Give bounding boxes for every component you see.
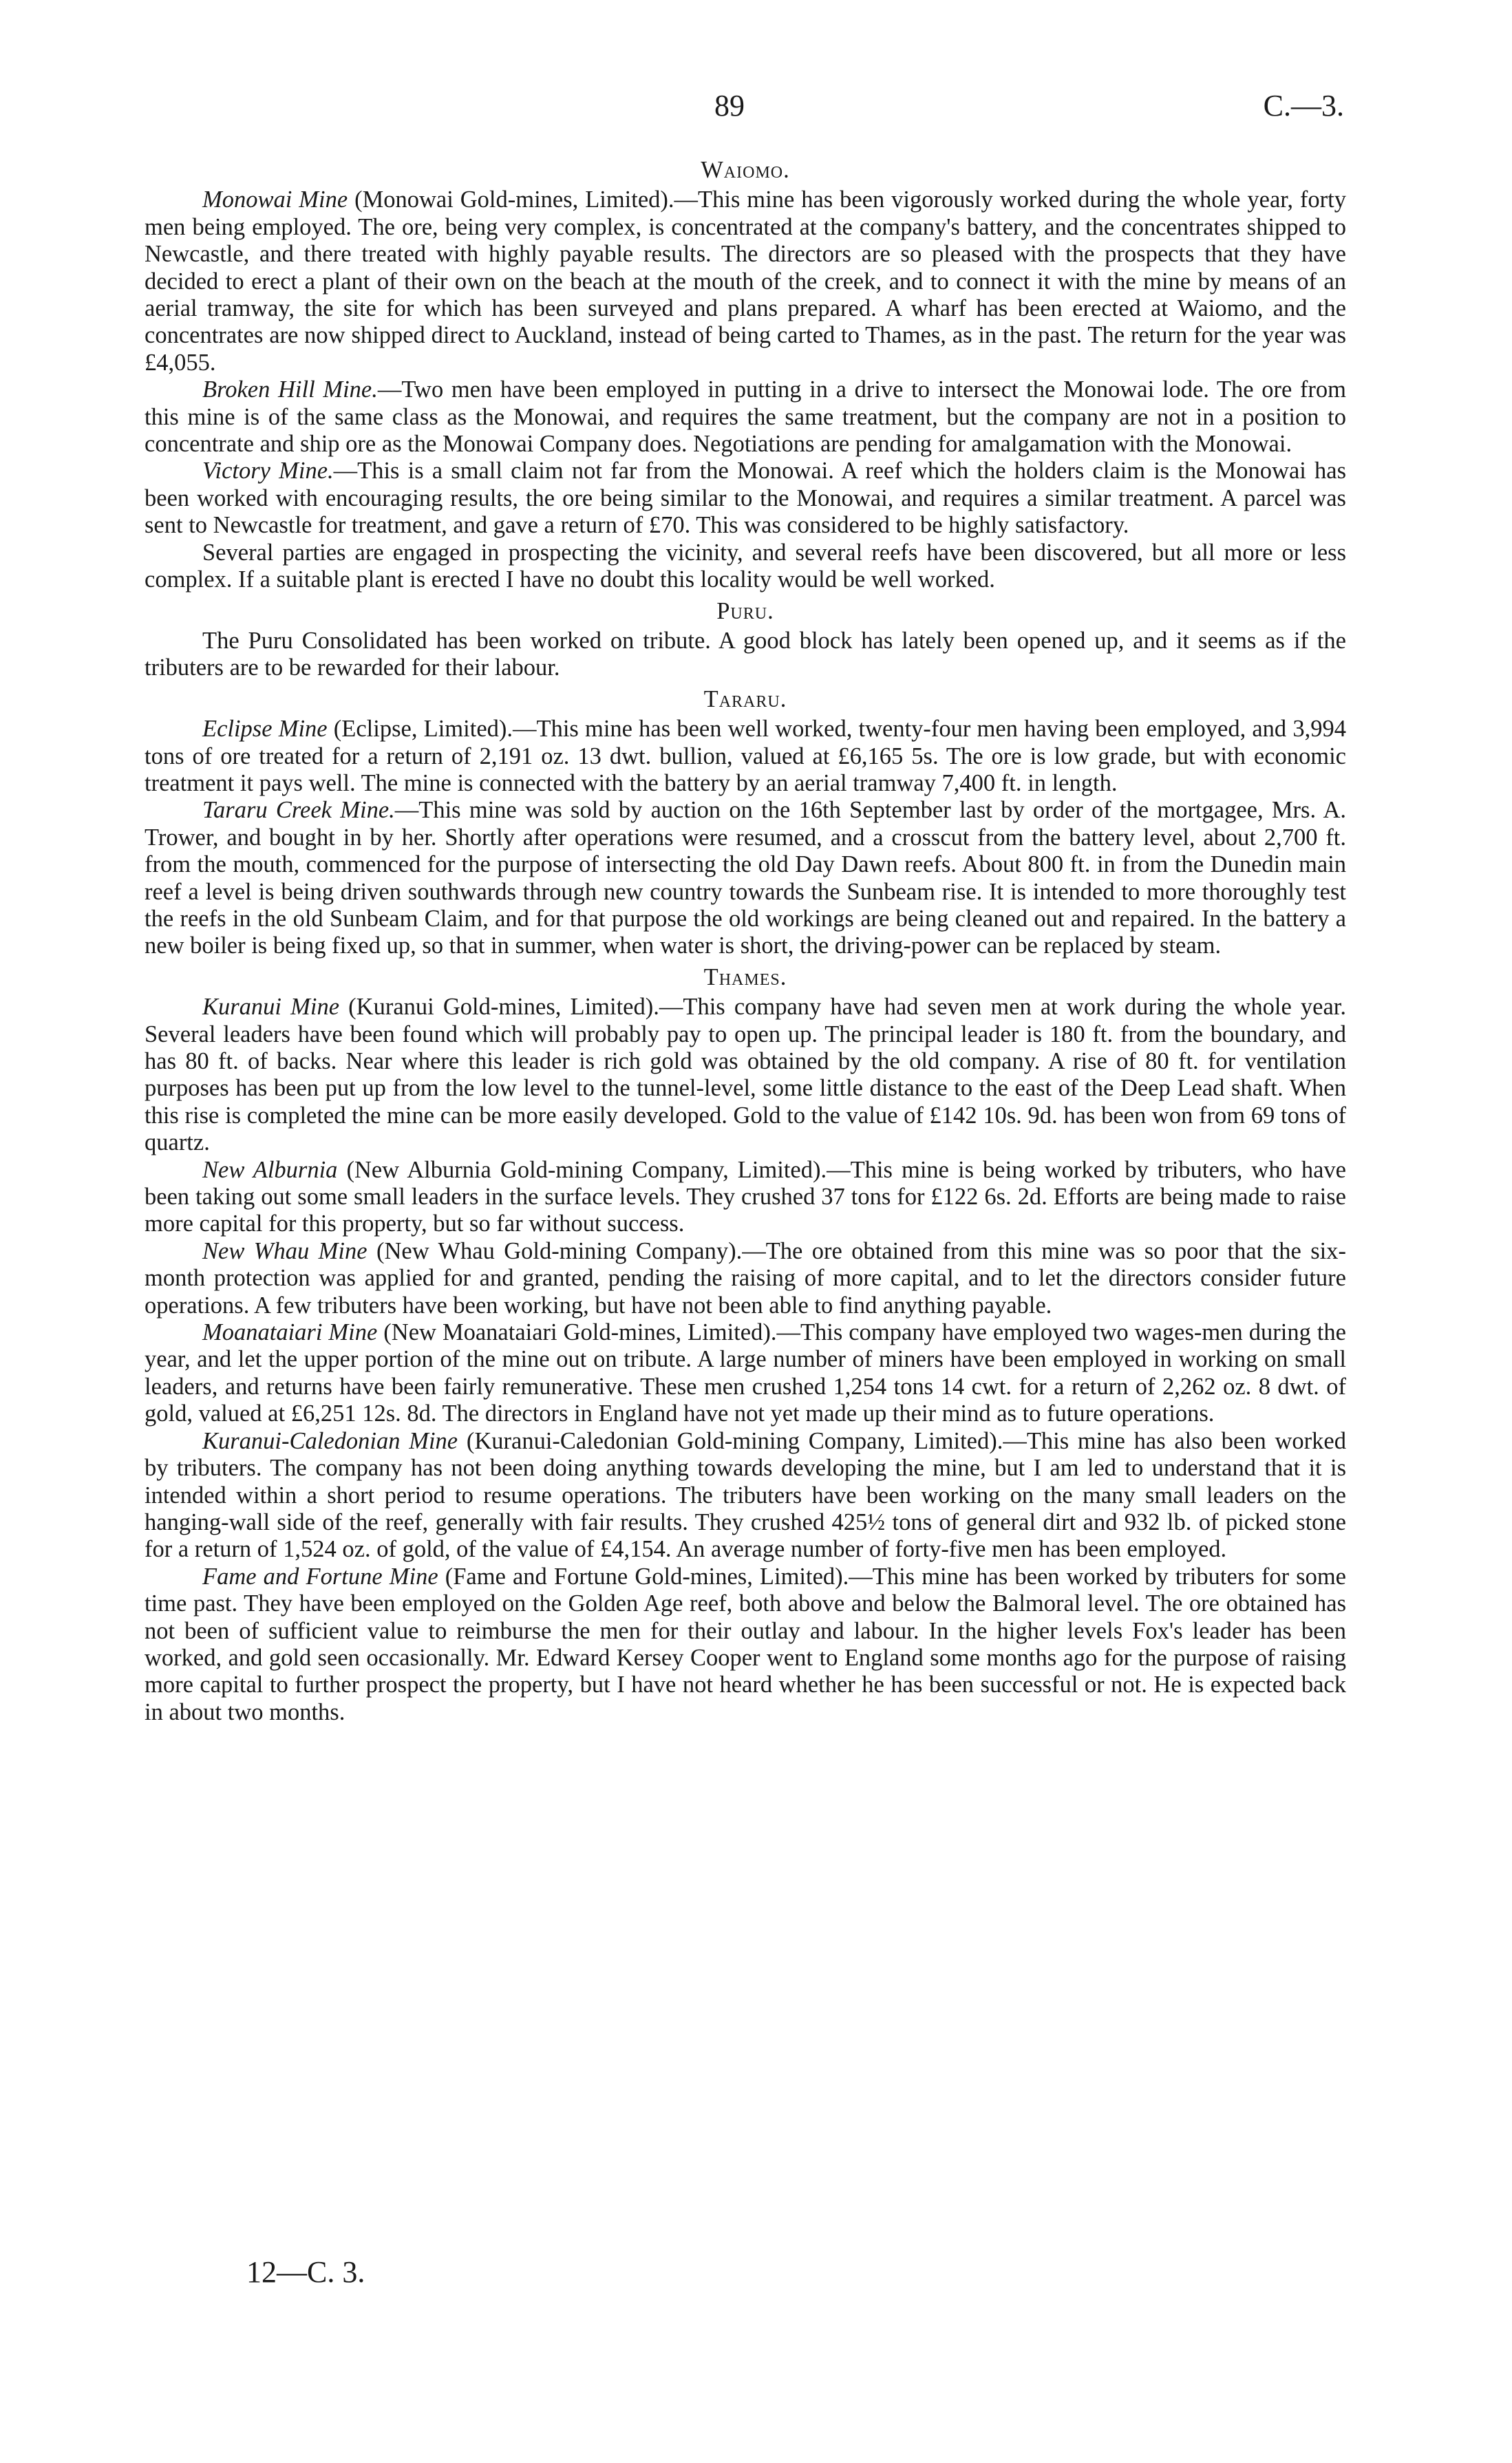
paragraph (145, 628, 1346, 682)
paragraph (145, 458, 1346, 539)
mine-name: Kuranui Mine (202, 994, 340, 1021)
paragraph (145, 716, 1346, 797)
mine-name: Fame and Fortune Mine (202, 1563, 438, 1590)
section-heading-puru: Puru. (716, 597, 774, 624)
page-number: 89 (714, 89, 745, 122)
signature-reference: 12—C. 3. (246, 2255, 365, 2289)
paragraph (145, 1428, 1346, 1564)
paragraph-text: (New Alburnia Gold-mining Company, Limited).—This mine is being worked by tributers, who have been taking out some small leaders in the surface levels. They crushed 37 tons for £122 6s. 2d. Efforts are being made to raise more capital for this property, but so far without success. (145, 1156, 1346, 1237)
paragraph (145, 1564, 1346, 1726)
paragraph-text: —Two men have been employed in putting in a drive to intersect the Monowai lode. The ore from this mine is of the same class as the Monowai, and requires the same treatment, but the company are not in a position to concentrate and ship ore as the Monowai Company does. Negotiations are pending for amalgamation with the Monowai. (145, 376, 1346, 458)
paragraph (145, 1319, 1346, 1428)
paragraph-text: Several parties are engaged in prospecting the vicinity, and several reefs have been discovered, but all more or less complex. If a suitable plant is erected I have no doubt this locality would be well worked. (145, 539, 1346, 593)
paragraph (145, 1238, 1346, 1319)
mine-name: Monowai Mine (202, 186, 348, 213)
paragraph-text: (Kuranui Gold-mines, Limited).—This company have had seven men at work during the whole year. Several leaders have been found which will probably pay to open up. The principal leader is 180 ft. from the boundary, and has 80 ft. of backs. Near where this leader is rich gold was obtained by the old company. A rise of 80 ft. for ventilation purposes has been put up from the low level to the tunnel-level, some little distance to the east of the Deep Lead shaft. When this rise is completed the mine can be more easily developed. Gold to the value of £142 10s. 9d. has been won from 69 tons of quartz. (145, 994, 1346, 1156)
paragraph (145, 1157, 1346, 1238)
section-heading-thames: Thames. (703, 963, 787, 990)
section-heading-tararu: Tararu. (703, 685, 787, 712)
paragraph-text: (Fame and Fortune Gold-mines, Limited).—This mine has been worked by tributers for some time past. They have been employed on the Golden Age reef, both above and below the Balmoral level. The ore obtained has not been of sufficient value to reimburse the men for their outlay and labour. In the higher levels Fox's leader has been worked, and gold seen occasionally. Mr. Edward Kersey Cooper went to England some months ago for the purpose of raising more capital to further prospect the property, but I have not heard whether he has been successful or not. He is expected back in about two months. (145, 1563, 1346, 1725)
paragraph-text: (Monowai Gold-mines, Limited).—This mine has been vigorously worked during the whole year, forty men being employed. The ore, being very complex, is concentrated at the company's battery, and the concentrates shipped to Newcastle, and there treated with highly payable results. The directors are so pleased with the prospects that they have decided to erect a plant of their own on the beach at the mouth of the creek, and to connect it with the mine by means of an aerial tramway, the site for which has been surveyed and plans prepared. A wharf has been erected at Waiomo, and the concentrates are now shipped direct to Auckland, instead of being carted to Thames, as in the past. The return for the year was £4,055. (145, 186, 1346, 376)
paragraph (145, 797, 1346, 959)
paragraph (145, 376, 1346, 458)
paragraph-text: —This mine was sold by auction on the 16th September last by order of the mortgagee, Mrs. A. Trower, and bought in by her. Shortly after operations were resumed, and a crosscut from the battery level, about 2,700 ft. from the mouth, commenced for the purpose of intersecting the old Day Dawn reefs. About 800 ft. in from the Dunedin main reef a level is being driven southwards through new country towards the Sunbeam rise. It is intended to more thoroughly test the reefs in the old Sunbeam Claim, and for that purpose the old workings are being cleaned out and repaired. In the battery a new boiler is being fixed up, so that in summer, when water is short, the driving-power can be replaced by steam. (145, 797, 1346, 959)
paragraph-text: The Puru Consolidated has been worked on tribute. A good block has lately been opened up, and it seems as if the tributers are to be rewarded for their labour. (145, 627, 1346, 681)
paragraph-text: —This is a small claim not far from the Monowai. A reef which the holders claim is the Monowai has been worked with encouraging results, the ore being similar to the Monowai, and requires a similar treatment. A parcel was sent to Newcastle for treatment, and gave a return of £70. This was considered to be highly satisfactory. (145, 458, 1346, 539)
paragraph (145, 994, 1346, 1156)
paragraph (145, 186, 1346, 376)
mine-name: Moanataiari Mine (202, 1319, 378, 1346)
document-body (145, 157, 1346, 1726)
page-header (0, 88, 1512, 129)
mine-name: Kuranui-Caledonian Mine (202, 1427, 458, 1454)
mine-name: Tararu Creek Mine. (202, 797, 395, 824)
mine-name: New Alburnia (202, 1156, 338, 1183)
paragraph-text: (Kuranui-Caledonian Gold-mining Company, Limited).—This mine has also been worked by tributers. The company has not been doing anything towards developing the mine, but I am led to understand that it is intended within a short period to resume operations. The tributers have been working on the many small leaders on the hanging-wall side of the reef, generally with fair results. They crushed 425½ tons of general dirt and 932 lb. of picked stone for a return of 1,524 oz. of gold, of the value of £4,154. An average number of forty-five men has been employed. (145, 1427, 1346, 1563)
mine-name: Broken Hill Mine. (202, 376, 378, 403)
mine-name: New Whau Mine (202, 1237, 368, 1264)
mine-name: Eclipse Mine (202, 716, 328, 743)
mine-name: Victory Mine. (202, 458, 334, 484)
paragraph-text: (New Whau Gold-mining Company).—The ore obtained from this mine was so poor that the six-month protection was applied for and granted, pending the raising of more capital, and to let the directors consider future operations. A few tributers have been working, but have not been able to find anything payable. (145, 1237, 1346, 1319)
document-reference: C.—3. (1263, 89, 1344, 122)
section-heading-waiomo: Waiomo. (701, 157, 790, 183)
paragraph-text: (New Moanataiari Gold-mines, Limited).—This company have employed two wages-men during the year, and let the upper portion of the mine out on tribute. A large number of miners have been employed in working on small leaders, and returns have been fairly remunerative. These men crushed 1,254 tons 14 cwt. for a return of 2,262 oz. 8 dwt. of gold, valued at £6,251 12s. 8d. The directors in England have not yet made up their mind as to future operations. (145, 1319, 1346, 1427)
paragraph-text: (Eclipse, Limited).—This mine has been well worked, twenty-four men having been employed, and 3,994 tons of ore treated for a return of 2,191 oz. 13 dwt. bullion, valued at £6,165 5s. The ore is low grade, but with economic treatment it pays well. The mine is connected with the battery by an aerial tramway 7,400 ft. in length. (145, 716, 1346, 796)
paragraph (145, 540, 1346, 594)
